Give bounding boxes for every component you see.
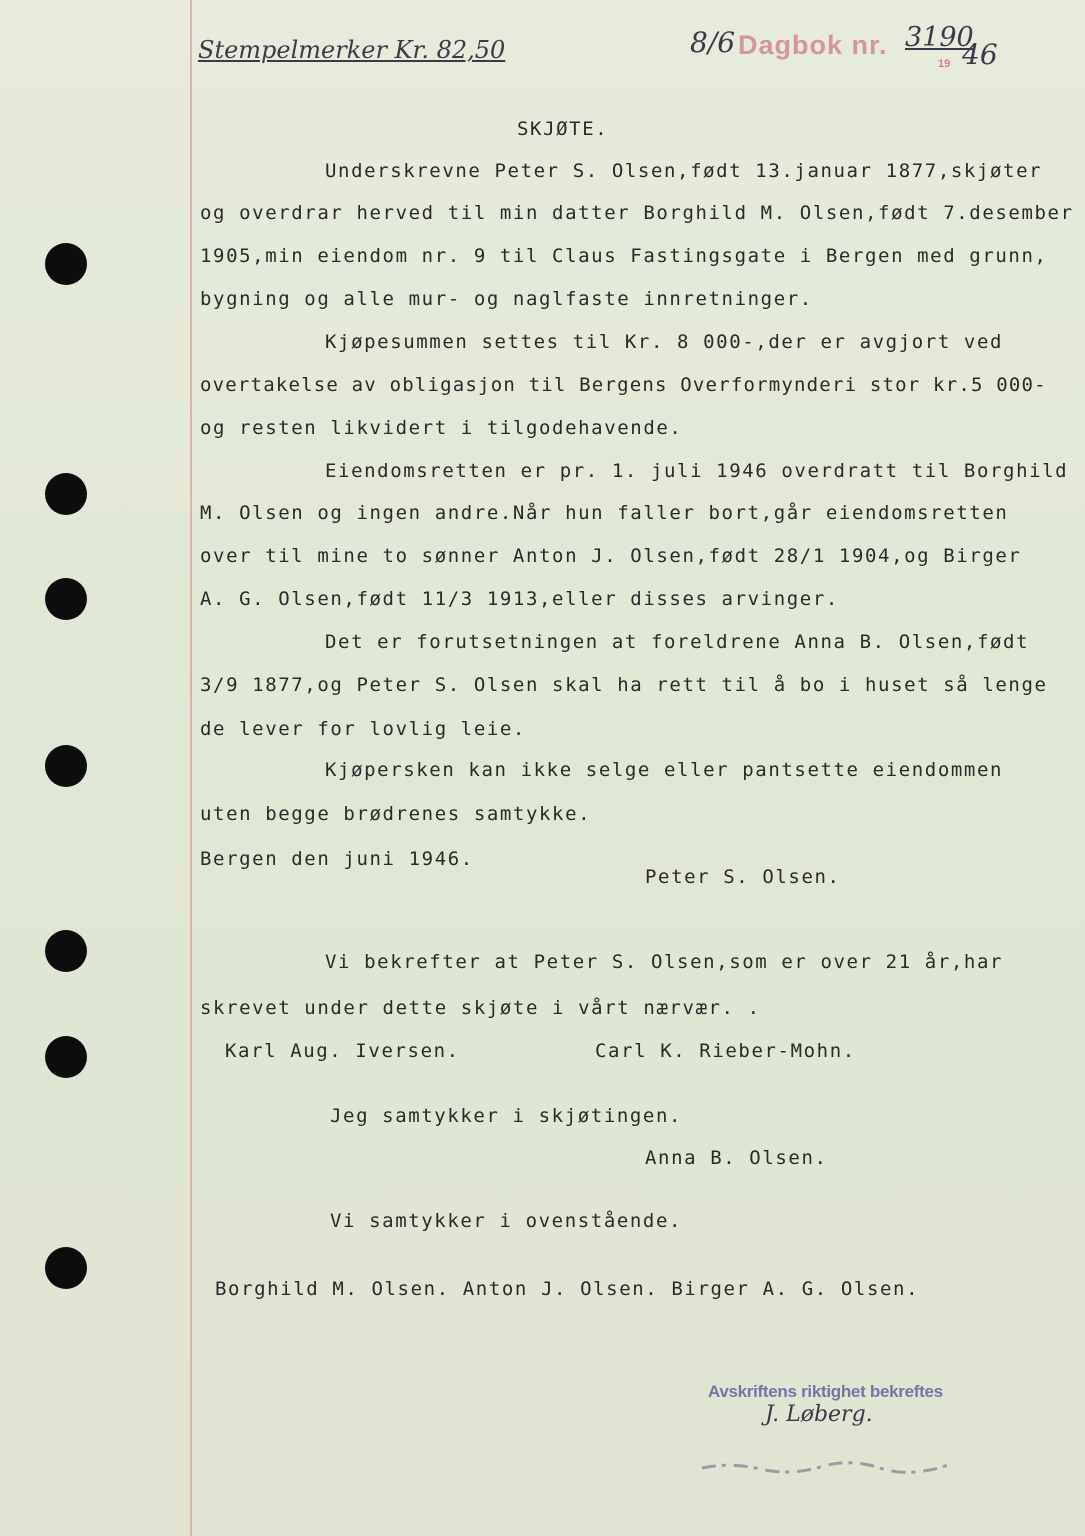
children-consent: Vi samtykker i ovenstående.: [330, 1210, 683, 1232]
journal-year: 46: [962, 38, 998, 71]
spouse-signature: Anna B. Olsen.: [645, 1147, 828, 1169]
body-line: Kjøpersken kan ikke selge eller pantsette eiendommen: [325, 759, 1004, 781]
document-title: SKJØTE.: [517, 118, 609, 140]
body-line: uten begge brødrenes samtykke.: [200, 803, 592, 825]
punch-hole: [45, 473, 87, 515]
witness-statement-line: skrevet under dette skjøte i vårt nærvær. .: [200, 997, 761, 1019]
punch-hole: [45, 745, 87, 787]
body-line: de lever for lovlig leie.: [200, 718, 526, 740]
spouse-consent: Jeg samtykker i skjøtingen.: [330, 1105, 683, 1127]
punch-hole: [45, 930, 87, 972]
body-line: Underskrevne Peter S. Olsen,født 13.januar 1877,skjøter: [325, 160, 1043, 182]
journal-stamp: Dagbok nr.: [738, 30, 888, 60]
body-line: Det er forutsetningen at foreldrene Anna B. Olsen,født: [325, 631, 1030, 653]
certification-stamp: Avskriftens riktighet bekreftes: [708, 1382, 943, 1401]
punch-hole: [45, 578, 87, 620]
body-line: A. G. Olsen,født 11/3 1913,eller disses arvinger.: [200, 588, 839, 610]
body-line: 1905,min eiendom nr. 9 til Claus Fastingsgate i Bergen med grunn,: [200, 245, 1048, 267]
witness-statement-line: Vi bekrefter at Peter S. Olsen,som er over 21 år,har: [325, 951, 1004, 973]
punch-hole: [45, 243, 87, 285]
body-line: Kjøpesummen settes til Kr. 8 000-,der er avgjort ved: [325, 331, 1004, 353]
place-date: Bergen den juni 1946.: [200, 848, 474, 870]
body-line: over til mine to sønner Anton J. Olsen,født 28/1 1904,og Birger: [200, 545, 1022, 567]
seller-signature: Peter S. Olsen.: [645, 866, 841, 888]
journal-suffix: 19: [938, 58, 951, 70]
body-line: og overdrar herved til min datter Borghild M. Olsen,født 7.desember: [200, 202, 1074, 224]
witness-signature: Carl K. Rieber-Mohn.: [595, 1040, 856, 1062]
witness-signature: Karl Aug. Iversen.: [225, 1040, 460, 1062]
journal-number: 3190: [905, 22, 974, 53]
punch-hole: [45, 1036, 87, 1078]
body-line: bygning og alle mur- og naglfaste innretninger.: [200, 288, 813, 310]
stamp-smudge: [700, 1460, 950, 1474]
certification-signature: J. Løberg.: [765, 1402, 873, 1427]
body-line: og resten likvidert i tilgodehavende.: [200, 417, 683, 439]
body-line: 3/9 1877,og Peter S. Olsen skal ha rett til å bo i huset så lenge: [200, 674, 1048, 696]
children-signatures: Borghild M. Olsen. Anton J. Olsen. Birger A. G. Olsen.: [215, 1278, 920, 1300]
body-line: overtakelse av obligasjon til Bergens Overformynderi stor kr.5 000-: [200, 374, 1047, 396]
margin-rule: [190, 0, 192, 1536]
body-line: M. Olsen og ingen andre.Når hun faller bort,går eiendomsretten: [200, 502, 1009, 524]
stamp-duty-note: Stempelmerker Kr. 82,50: [198, 36, 506, 64]
punch-hole: [45, 1247, 87, 1289]
registration-date: 8/6: [690, 26, 736, 59]
body-line: Eiendomsretten er pr. 1. juli 1946 overdratt til Borghild: [325, 460, 1069, 482]
